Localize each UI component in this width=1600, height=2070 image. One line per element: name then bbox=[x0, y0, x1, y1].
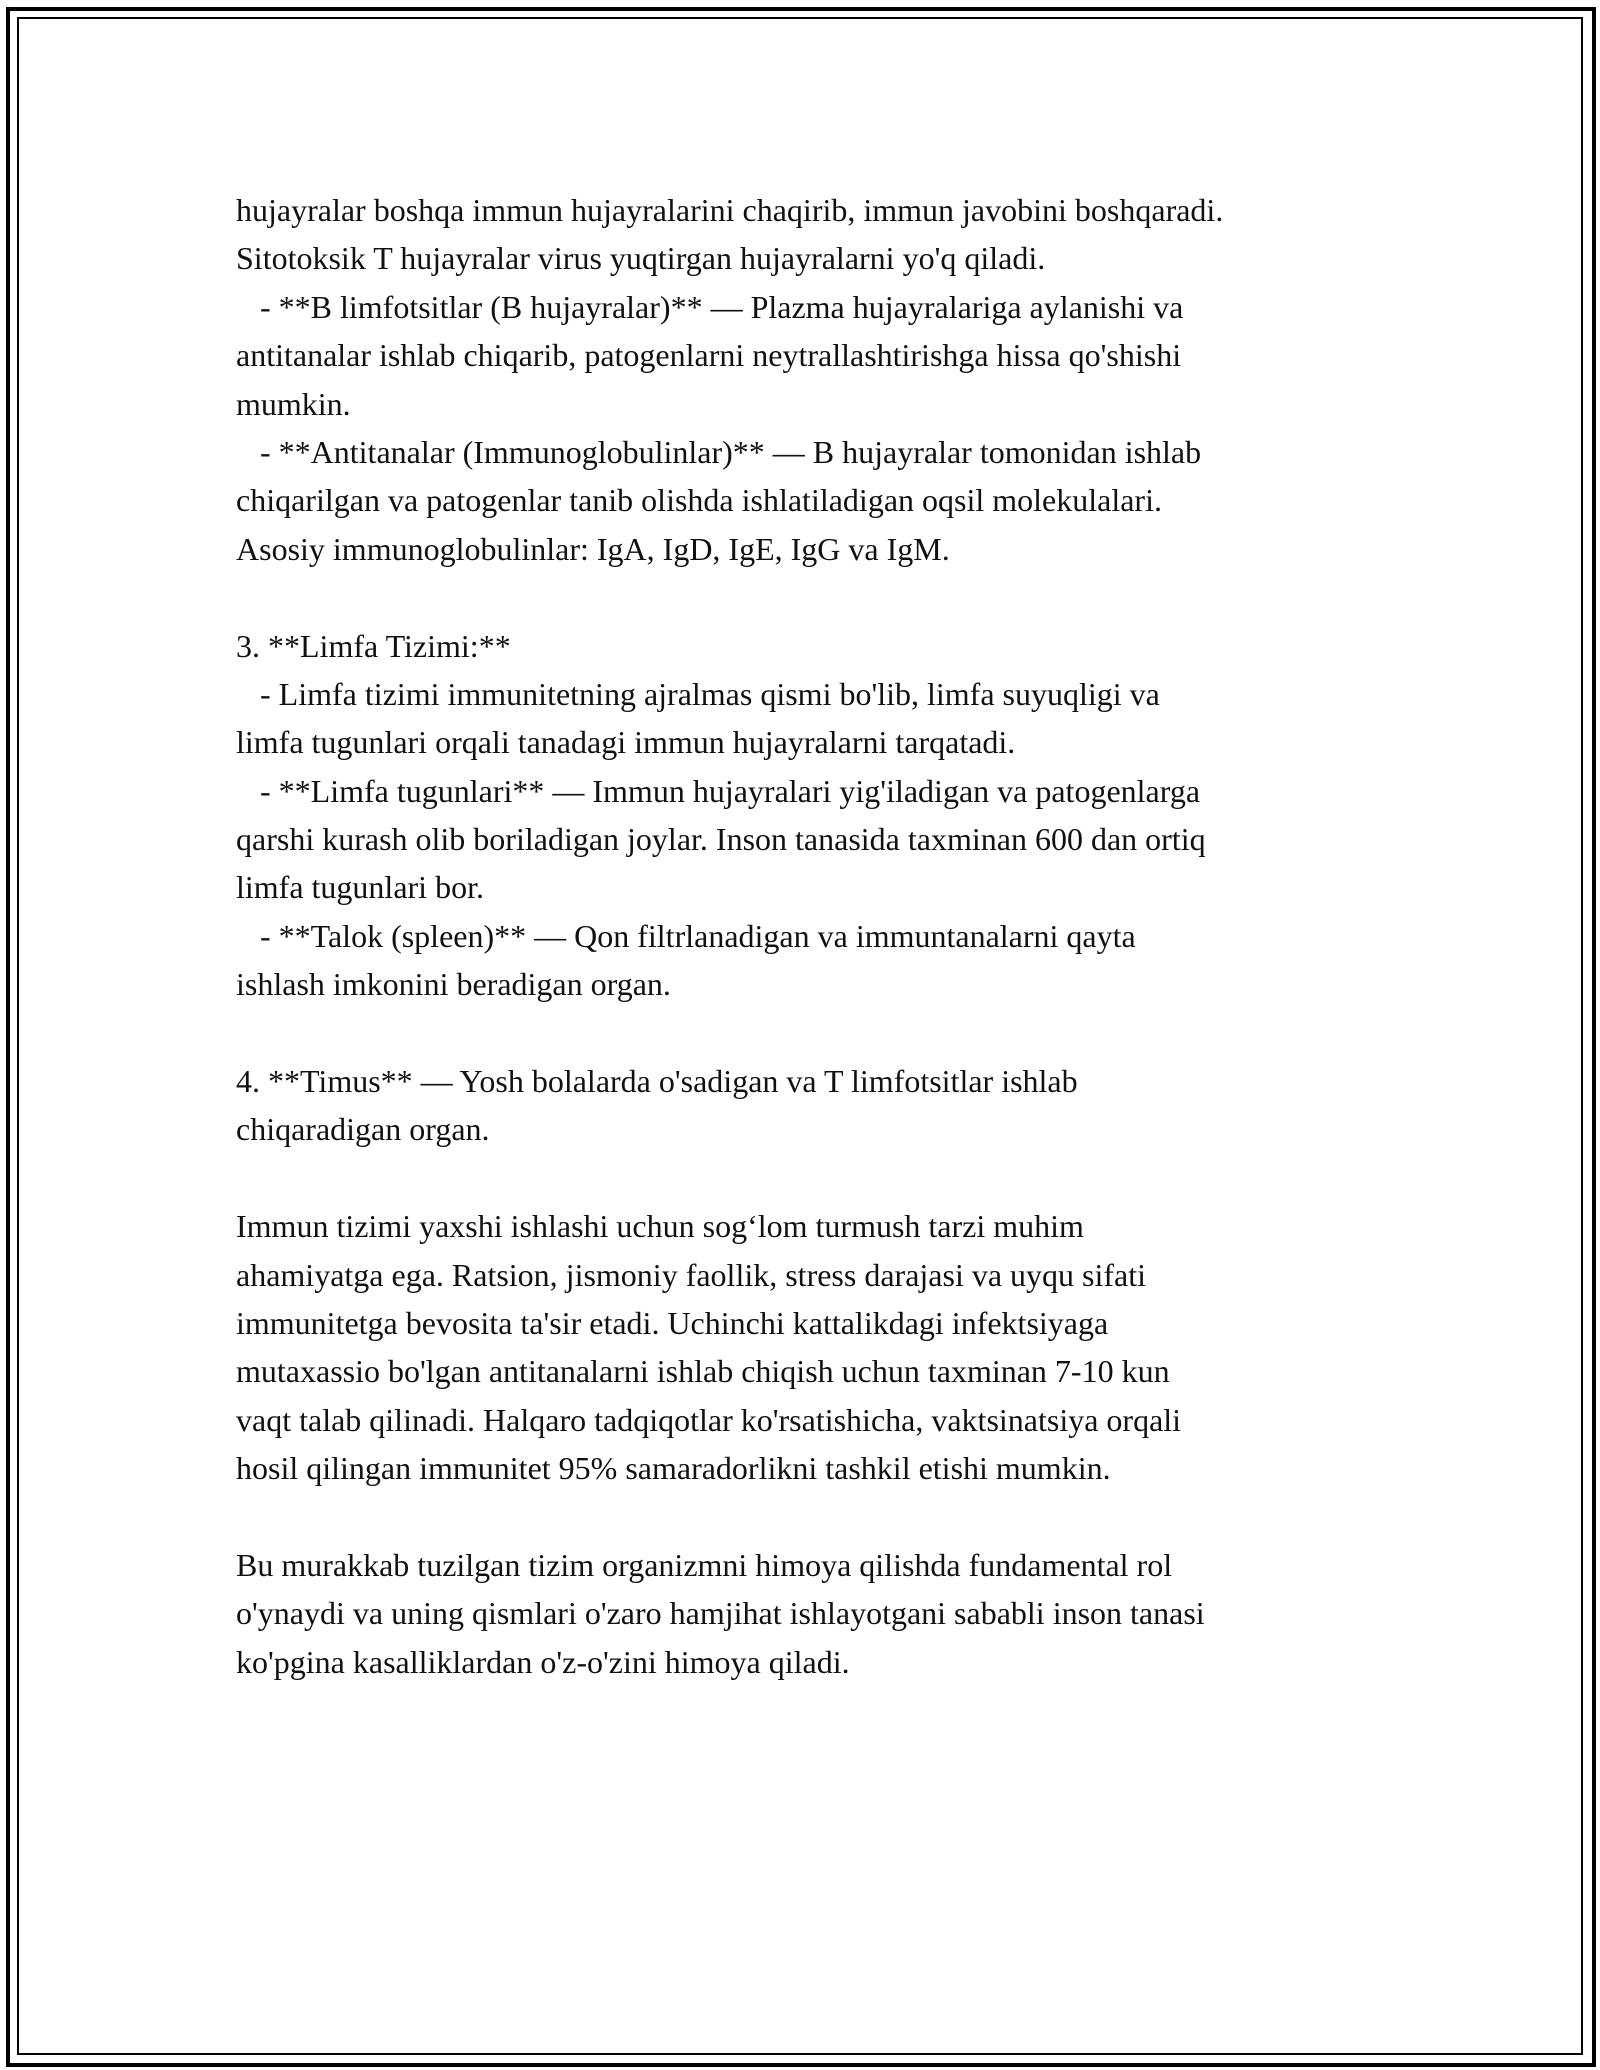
text-line: qarshi kurash olib boriladigan joylar. Inson tanasida taxminan 600 dan ortiq bbox=[236, 821, 1206, 858]
text-line: hosil qilingan immunitet 95% samaradorlikni tashkil etishi mumkin. bbox=[236, 1450, 1111, 1487]
paragraph-gap bbox=[236, 1493, 1376, 1541]
text-line: Sitotoksik T hujayralar virus yuqtirgan hujayralarni yo'q qiladi. bbox=[236, 240, 1046, 277]
text-line: - Limfa tizimi immunitetning ajralmas qismi bo'lib, limfa suyuqligi va bbox=[236, 675, 1160, 712]
text-line: mutaxassio bo'lgan antitanalarni ishlab chiqish uchun taxminan 7-10 kun bbox=[236, 1353, 1170, 1390]
text-line: antitanalar ishlab chiqarib, patogenlarni neytrallashtirishga hissa qo'shishi bbox=[236, 337, 1182, 374]
section-heading-line: 3. **Limfa Tizimi:** bbox=[236, 627, 511, 664]
paragraph-lymph-system bbox=[236, 622, 1376, 1009]
paragraph-b-cells bbox=[236, 186, 1376, 573]
text-line: ishlash imkonini beradigan organ. bbox=[236, 966, 671, 1003]
text-line: - **B limfotsitlar (B hujayralar)** — Plazma hujayralariga aylanishi va bbox=[236, 288, 1184, 325]
text-line: - **Antitanalar (Immunoglobulinlar)** — B hujayralar tomonidan ishlab bbox=[236, 433, 1202, 470]
text-line: chiqaradigan organ. bbox=[236, 1111, 490, 1148]
paragraph-conclusion bbox=[236, 1541, 1376, 1686]
document-body bbox=[236, 186, 1376, 1686]
text-line: Immun tizimi yaxshi ishlashi uchun sog‘lom turmush tarzi muhim bbox=[236, 1208, 1084, 1245]
text-line: - **Limfa tugunlari** — Immun hujayralari yig'iladigan va patogenlarga bbox=[236, 772, 1201, 809]
section-heading-line: 4. **Timus** — Yosh bolalarda o'sadigan va T limfotsitlar ishlab bbox=[236, 1063, 1078, 1100]
text-line: limfa tugunlari orqali tanadagi immun hujayralarni tarqatadi. bbox=[236, 724, 1016, 761]
text-line: - **Talok (spleen)** — Qon filtrlanadigan va immuntanalarni qayta bbox=[236, 917, 1136, 954]
text-line: hujayralar boshqa immun hujayralarini chaqirib, immun javobini boshqaradi. bbox=[236, 192, 1224, 228]
paragraph-gap bbox=[236, 1009, 1376, 1057]
text-line: mumkin. bbox=[236, 385, 351, 422]
text-line: vaqt talab qilinadi. Halqaro tadqiqotlar ko'rsatishicha, vaktsinatsiya orqali bbox=[236, 1401, 1182, 1438]
text-line: Bu murakkab tuzilgan tizim organizmni himoya qilishda fundamental rol bbox=[236, 1546, 1173, 1583]
text-line: immunitetga bevosita ta'sir etadi. Uchinchi kattalikdagi infektsiyaga bbox=[236, 1304, 1109, 1341]
text-line: ahamiyatga ega. Ratsion, jismoniy faollik, stress darajasi va uyqu sifati bbox=[236, 1256, 1147, 1293]
text-line: chiqarilgan va patogenlar tanib olishda ishlatiladigan oqsil molekulalari. bbox=[236, 482, 1162, 519]
paragraph-gap bbox=[236, 1154, 1376, 1202]
text-line: limfa tugunlari bor. bbox=[236, 869, 484, 906]
paragraph-lifestyle bbox=[236, 1202, 1376, 1492]
paragraph-thymus bbox=[236, 1057, 1376, 1154]
text-line: o'ynaydi va uning qismlari o'zaro hamjihat ishlayotgani sababli inson tanasi bbox=[236, 1595, 1205, 1632]
text-line: Asosiy immunoglobulinlar: IgA, IgD, IgE, IgG va IgM. bbox=[236, 530, 950, 567]
text-line: ko'pgina kasalliklardan o'z-o'zini himoya qiladi. bbox=[236, 1643, 850, 1680]
paragraph-gap bbox=[236, 573, 1376, 621]
